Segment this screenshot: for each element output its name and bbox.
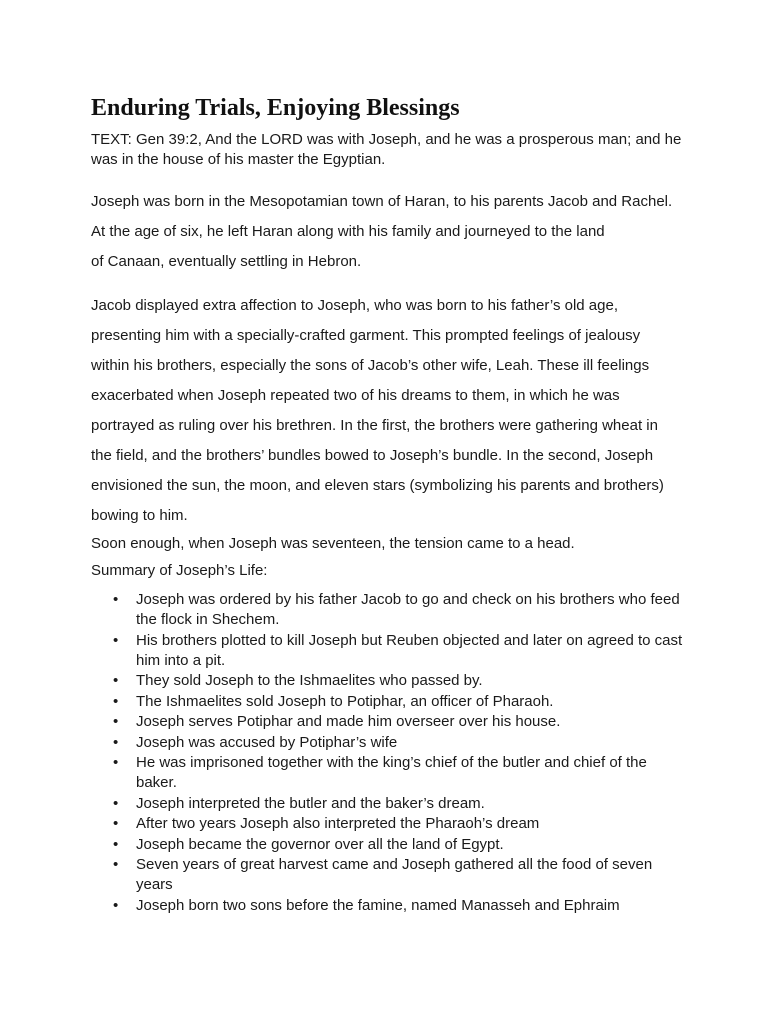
- paragraph-line: Joseph was born in the Mesopotamian town of Haran, to his parents Jacob and Rachel.: [91, 193, 673, 210]
- paragraph-birth: [91, 187, 691, 277]
- paragraph-line: exacerbated when Joseph repeated two of his dreams to them, in which he was: [91, 387, 620, 404]
- summary-heading: Summary of Joseph’s Life:: [91, 562, 268, 579]
- paragraph-line: portrayed as ruling over his brethren. In the first, the brothers were gathering wheat in: [91, 417, 658, 434]
- list-item: • Joseph serves Potiphar and made him overseer over his house.: [136, 712, 691, 732]
- paragraph-line: envisioned the sun, the moon, and eleven stars (symbolizing his parents and brothers): [91, 477, 664, 494]
- list-item: • Joseph interpreted the butler and the baker’s dream.: [136, 794, 691, 814]
- list-item: • Joseph born two sons before the famine, named Manasseh and Ephraim: [136, 896, 691, 916]
- paragraph-line: within his brothers, especially the sons of Jacob’s other wife, Leah. These ill feelings: [91, 357, 650, 374]
- summary-list: [91, 590, 691, 916]
- list-item: • Joseph was accused by Potiphar’s wife: [136, 733, 691, 753]
- paragraph-line: the field, and the brothers’ bundles bowed to Joseph’s bundle. In the second, Joseph: [91, 447, 654, 464]
- list-item: • The Ishmaelites sold Joseph to Potiphar, an officer of Pharaoh.: [136, 692, 691, 712]
- paragraph-line: Jacob displayed extra affection to Joseph, who was born to his father’s old age,: [91, 297, 618, 314]
- scripture-reference: TEXT: Gen 39:2, And the LORD was with Joseph, and he was a prosperous man; and he was in the house of his master the Egyptian.: [91, 131, 682, 168]
- paragraph-affection: [91, 291, 691, 531]
- list-item: • They sold Joseph to the Ishmaelites who passed by.: [136, 671, 691, 691]
- paragraph-line: At the age of six, he left Haran along with his family and journeyed to the land: [91, 223, 605, 240]
- paragraph-line: of Canaan, eventually settling in Hebron.: [91, 253, 362, 270]
- list-item: • After two years Joseph also interpreted the Pharaoh’s dream: [136, 814, 691, 834]
- list-item: • His brothers plotted to kill Joseph but Reuben objected and later on agreed to cast him into a pit.: [136, 631, 691, 671]
- document-page: [91, 94, 691, 916]
- list-item: • Seven years of great harvest came and Joseph gathered all the food of seven years: [136, 855, 691, 895]
- document-title: Enduring Trials, Enjoying Blessings: [91, 95, 460, 121]
- list-item: • He was imprisoned together with the king’s chief of the butler and chief of the baker.: [136, 753, 691, 793]
- list-item: • Joseph became the governor over all the land of Egypt.: [136, 835, 691, 855]
- paragraph-line: bowing to him.: [91, 507, 188, 524]
- paragraph-line: presenting him with a specially-crafted garment. This prompted feelings of jealousy: [91, 327, 641, 344]
- list-item: • Joseph was ordered by his father Jacob to go and check on his brothers who feed the flock in Shechem.: [136, 590, 691, 630]
- paragraph-tension: Soon enough, when Joseph was seventeen, the tension came to a head.: [91, 535, 575, 552]
